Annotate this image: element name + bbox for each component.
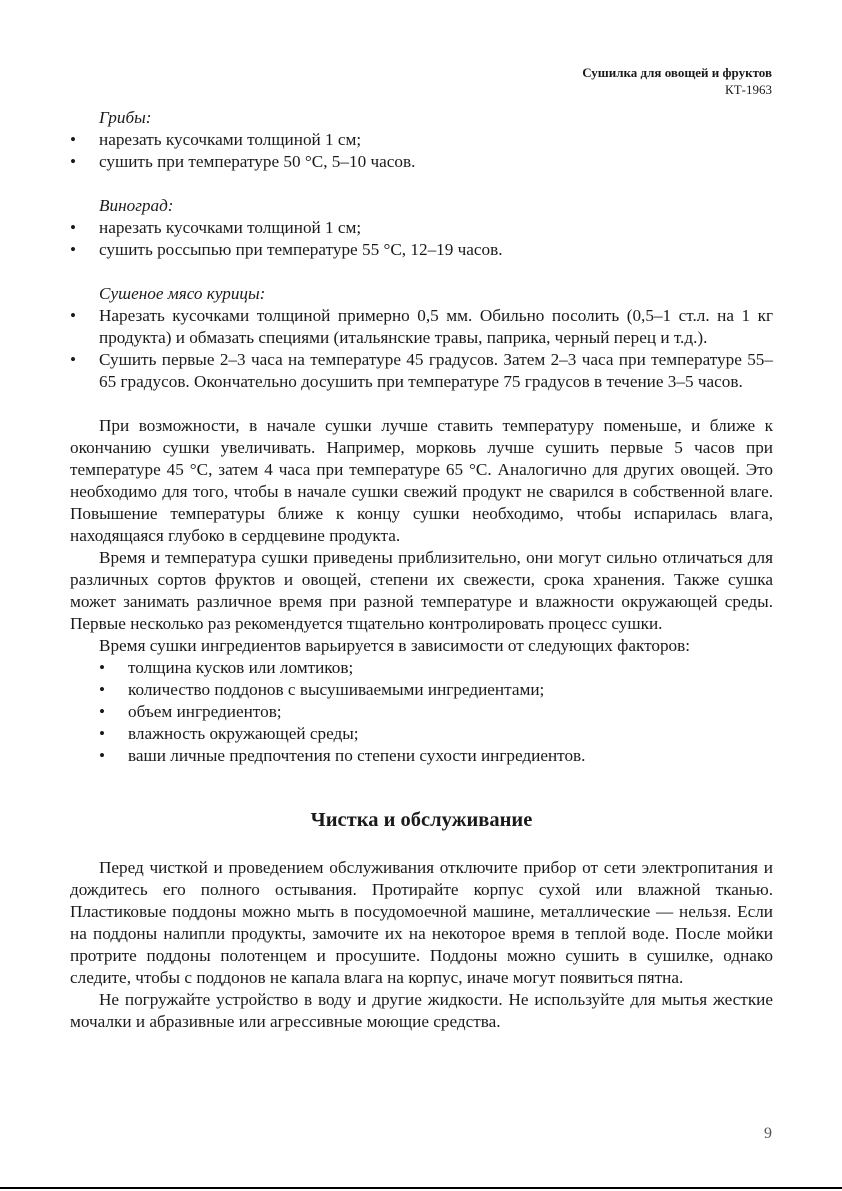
page-number: 9 (764, 1125, 772, 1142)
list-item: • сушить россыпью при температуре 55 °С, 12–19 часов. (70, 239, 773, 261)
paragraph: При возможности, в начале сушки лучше ставить температуру поменьше, и ближе к окончанию сушки увеличивать. Например, морковь лучше сушить первые 5 часов при температуре 45 °С, затем 4 часа при температуре 65 °С. Аналогично для других овощей. Это необходимо для того, чтобы в начале сушки свежий продукт не сварился в собственной влаге. Повышение температуры ближе к концу сушки необходимо, чтобы испарилась влага, находящаяся глубоко в сердцевине продукта. (70, 416, 773, 545)
list-item: • количество поддонов с высушиваемыми ингредиентами; (99, 679, 773, 701)
mushrooms-list (70, 129, 773, 173)
paragraph: Не погружайте устройство в воду и другие жидкости. Не используйте для мытья жесткие мочалки и абразивные или агрессивные моющие средства. (70, 990, 773, 1031)
list-item: • объем ингредиентов; (99, 701, 773, 723)
list-item: • нарезать кусочками толщиной 1 см; (70, 129, 773, 151)
page-header (582, 64, 772, 98)
list-item: • сушить при температуре 50 °С, 5–10 часов. (70, 151, 773, 173)
chicken-title: Сушеное мясо курицы: (99, 284, 266, 303)
header-title: Сушилка для овощей и фруктов (582, 65, 772, 80)
list-item: • Сушить первые 2–3 часа на температуре 45 градусов. Затем 2–3 часа при температуре 55–65 градусов. Окончательно досушить при температуре 75 градусов в течение 3–5 часов. (70, 349, 773, 393)
list-item: • влажность окружающей среды; (99, 723, 773, 745)
page-content (70, 107, 773, 1033)
list-item: • ваши личные предпочтения по степени сухости ингредиентов. (99, 745, 773, 767)
grapes-list (70, 217, 773, 261)
grapes-title: Виноград: (99, 196, 174, 215)
header-model: КТ-1963 (725, 82, 772, 97)
bottom-border (0, 1187, 842, 1189)
list-item: • Нарезать кусочками толщиной примерно 0,5 мм. Обильно посолить (0,5–1 ст.л. на 1 кг продукта) и обмазать специями (итальянские травы, паприка, черный перец и т.д.). (70, 305, 773, 349)
paragraph: Время сушки ингредиентов варьируется в зависимости от следующих факторов: (99, 636, 691, 655)
paragraph: Перед чисткой и проведением обслуживания отключите прибор от сети электропитания и дождитесь его полного остывания. Протирайте корпус сухой или влажной тканью. Пластиковые поддоны можно мыть в посудомоечной машине, металлические — нельзя. Если на поддоны налипли продукты, замочите их на некоторое время в теплой воде. После мойки протрите поддоны полотенцем и просушите. Поддоны можно сушить в сушилке, однако следите, чтобы с поддонов не капала влага на корпус, иначе могут появиться пятна. (70, 858, 773, 987)
section-heading: Чистка и обслуживание (310, 809, 533, 831)
list-item: • толщина кусков или ломтиков; (99, 657, 773, 679)
chicken-list (70, 305, 773, 393)
factors-list (70, 657, 773, 767)
list-item: • нарезать кусочками толщиной 1 см; (70, 217, 773, 239)
paragraph: Время и температура сушки приведены приблизительно, они могут сильно отличаться для различных сортов фруктов и овощей, степени их свежести, срока хранения. Также сушка может занимать различное время при разной температуре и влажности окружающей среды. Первые несколько раз рекомендуется тщательно контролировать процесс сушки. (70, 548, 773, 633)
mushrooms-title: Грибы: (99, 108, 152, 127)
